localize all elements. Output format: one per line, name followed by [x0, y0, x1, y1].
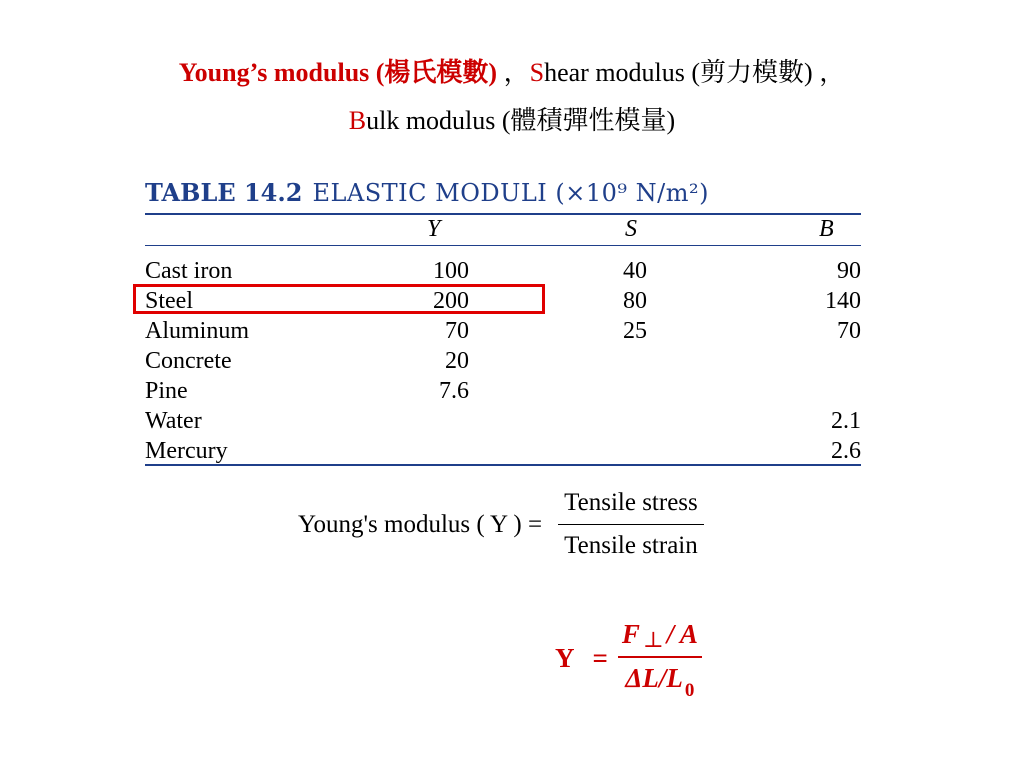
strain-symbol: ΔL/L [625, 663, 683, 693]
row-b-value: 2.1 [831, 408, 861, 434]
bulk-initial: B [348, 106, 367, 135]
force-symbol: F [621, 619, 640, 649]
row-name: Water [145, 408, 202, 434]
header-y: Y [427, 216, 441, 242]
symbolic-numerator [618, 618, 702, 652]
row-b-value: 140 [825, 288, 861, 314]
table-rule-bottom [145, 464, 861, 466]
row-b-value: 2.6 [831, 438, 861, 464]
row-b-value: 90 [837, 258, 861, 284]
formula-denominator: Tensile strain [564, 532, 698, 559]
shear-initial: S [529, 58, 545, 87]
equals-sign: = [592, 642, 608, 673]
row-s-value: 40 [623, 258, 647, 284]
symbolic-fraction-bar [618, 656, 702, 658]
fraction-bar [558, 524, 704, 525]
row-y-value: 20 [445, 348, 469, 374]
table-caption [145, 178, 709, 207]
row-b-value: 70 [837, 318, 861, 344]
table-number: TABLE 14.2 [145, 178, 303, 207]
row-y-value: 70 [445, 318, 469, 344]
row-y-value: 200 [433, 288, 469, 314]
table-rule-header [145, 245, 861, 246]
young-modulus-formula [298, 486, 704, 563]
title-line-2 [0, 104, 1024, 138]
separator-comma-1: ， [503, 58, 530, 87]
over-area: / A [666, 619, 698, 649]
table-title: ELASTIC MODULI (×10⁹ N/m²) [312, 179, 710, 207]
formula-lhs: Young's modulus ( Y ) = [298, 510, 543, 538]
symbolic-fraction [618, 618, 702, 701]
row-name: Steel [145, 288, 193, 314]
separator-comma-2: ， [819, 58, 846, 87]
row-s-value: 80 [623, 288, 647, 314]
formula-fraction [558, 486, 704, 563]
table-rule-top [145, 213, 861, 215]
elastic-moduli-table [131, 168, 864, 468]
title-line-1 [0, 56, 1024, 90]
row-name: Pine [145, 378, 188, 404]
subscript-zero: 0 [684, 680, 695, 701]
row-name: Mercury [145, 438, 228, 464]
symbol-y: Y [555, 642, 575, 673]
header-b: B [819, 216, 834, 242]
young-modulus-label: Young’s modulus (楊氏模數) [178, 58, 498, 87]
young-modulus-symbolic-formula [555, 618, 702, 701]
row-y-value: 7.6 [439, 378, 469, 404]
row-name: Aluminum [145, 318, 250, 344]
bulk-modulus-label: ulk modulus (體積彈性模量) [366, 106, 676, 135]
header-s: S [625, 216, 637, 242]
row-name: Cast iron [145, 258, 233, 284]
formula-numerator: Tensile stress [564, 489, 698, 516]
shear-modulus-label: hear modulus (剪力模數) [544, 58, 813, 87]
row-y-value: 100 [433, 258, 469, 284]
perpendicular-symbol: ⊥ [642, 627, 664, 652]
row-name: Concrete [145, 348, 232, 374]
symbolic-denominator [621, 662, 698, 701]
row-s-value: 25 [623, 318, 647, 344]
